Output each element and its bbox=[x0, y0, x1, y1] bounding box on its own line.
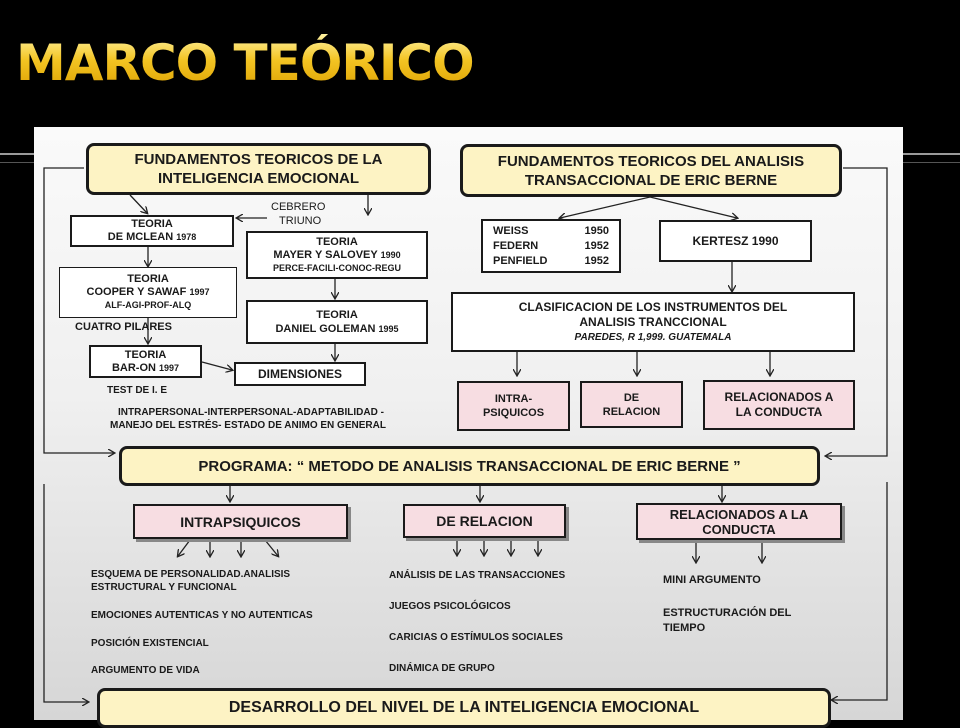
relacion-item-4: DINÁMICA DE GRUPO bbox=[389, 663, 495, 674]
dimensions-list: INTRAPERSONAL-INTERPERSONAL-ADAPTABILIDAD - MANEJO DEL ESTRÉS- ESTADO DE ANIMO EN GENERAL bbox=[110, 407, 386, 431]
programa-box: PROGRAMA: “ METODO DE ANALISIS TRANSACCIONAL DE ERIC BERNE ” bbox=[119, 446, 820, 486]
conducta-item-1: MINI ARGUMENTO bbox=[663, 574, 761, 586]
intrapsiquicos-box: INTRAPSIQUICOS bbox=[133, 504, 348, 539]
mclean-box: TEORIA DE MCLEAN 1978 bbox=[70, 215, 234, 247]
intra-psiquicos-box: INTRA- PSIQUICOS bbox=[457, 381, 570, 431]
test-ie-label: TEST DE I. E bbox=[107, 385, 168, 396]
cuatro-pilares-label: CUATRO PILARES bbox=[75, 321, 172, 333]
relacionados-conducta-box: RELACIONADOS A LA CONDUCTA bbox=[703, 380, 855, 430]
de-relacion-box: DE RELACION bbox=[580, 381, 683, 428]
intrapsiquicos-item-2: EMOCIONES AUTENTICAS Y NO AUTENTICAS bbox=[91, 610, 313, 621]
cooper-sawaf-box: TEORIA COOPER Y SAWAF 1997 ALF-AGI-PROF-ALQ bbox=[59, 267, 237, 318]
intrapsiquicos-item-4: ARGUMENTO DE VIDA bbox=[91, 665, 200, 676]
cebrero-label: CEBRERO TRIUNO bbox=[271, 201, 326, 227]
weiss-federn-penfield-box: WEISS 1950 FEDERN 1952 PENFIELD 1952 bbox=[481, 219, 621, 273]
de-relacion-program-box: DE RELACION bbox=[403, 504, 566, 538]
goleman-box: TEORIA DANIEL GOLEMAN 1995 bbox=[246, 300, 428, 344]
baron-box: TEORIA BAR-ON 1997 bbox=[89, 345, 202, 378]
desarrollo-box: DESARROLLO DEL NIVEL DE LA INTELIGENCIA EMOCIONAL bbox=[97, 688, 831, 728]
dimensiones-box: DIMENSIONES bbox=[234, 362, 366, 386]
relacion-item-3: CARICIAS O ESTÍMULOS SOCIALES bbox=[389, 632, 563, 643]
relacion-item-1: ANÁLISIS DE LAS TRANSACCIONES bbox=[389, 570, 566, 581]
ie-header-box: FUNDAMENTOS TEORICOS DE LA INTELIGENCIA EMOCIONAL bbox=[86, 143, 431, 195]
slide-title: MARCO TEÓRICO bbox=[16, 34, 474, 92]
relacionados-program-box: RELACIONADOS A LA CONDUCTA bbox=[636, 503, 842, 540]
mayer-salovey-box: TEORIA MAYER Y SALOVEY 1990 PERCE-FACILI-CONOC-REGU bbox=[246, 231, 428, 279]
at-header-box: FUNDAMENTOS TEORICOS DEL ANALISIS TRANSACCIONAL DE ERIC BERNE bbox=[460, 144, 842, 197]
relacion-item-2: JUEGOS PSICOLÓGICOS bbox=[389, 601, 511, 612]
conducta-item-2: ESTRUCTURACIÓN DEL TIEMPO bbox=[663, 607, 792, 634]
clasificacion-box: CLASIFICACION DE LOS INSTRUMENTOS DEL ANALISIS TRANCCIONAL PAREDES, R 1,999. GUATEMALA bbox=[451, 292, 855, 352]
left-bottom-arrow bbox=[44, 484, 88, 702]
kertesz-box: KERTESZ 1990 bbox=[659, 220, 812, 262]
intrapsiquicos-item-3: POSICIÓN EXISTENCIAL bbox=[91, 638, 209, 649]
intrapsiquicos-item-1: ESQUEMA DE PERSONALIDAD.ANALISIS ESTRUCTURAL Y FUNCIONAL bbox=[91, 569, 291, 593]
